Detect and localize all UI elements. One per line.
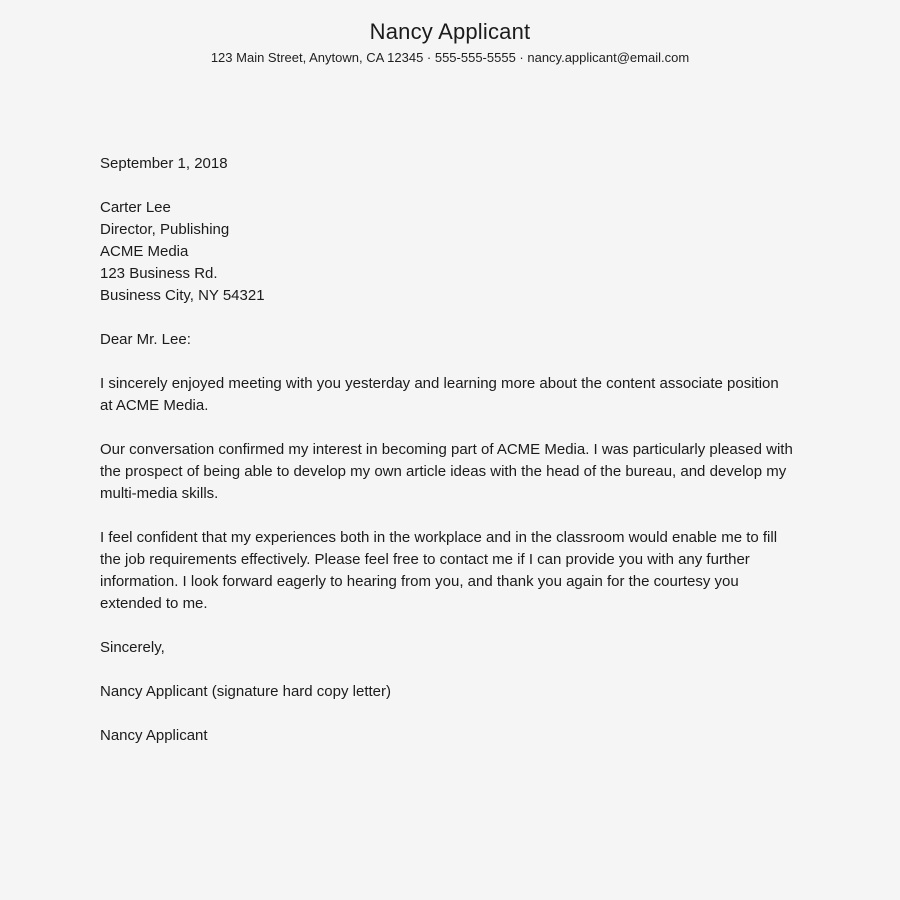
sender-contact-line: 123 Main Street, Anytown, CA 12345 · 555-555-5555 · nancy.applicant@email.com bbox=[210, 50, 690, 65]
salutation: Dear Mr. Lee: bbox=[100, 331, 191, 348]
body-paragraph: Our conversation confirmed my interest in becoming part of ACME Media. I was particularly pleased with the prospect of being able to develop my own article ideas with the head of the bureau, and develop my multi-media skills. bbox=[100, 441, 793, 502]
signature-note: Nancy Applicant (signature hard copy letter) bbox=[100, 683, 391, 700]
recipient-name: Carter Lee bbox=[100, 199, 171, 216]
body-paragraph: I sincerely enjoyed meeting with you yesterday and learning more about the content associate position at ACME Media. bbox=[100, 375, 779, 414]
recipient-address-block bbox=[100, 197, 795, 307]
body-paragraph: I feel confident that my experiences both in the workplace and in the classroom would enable me to fill the job requirements effectively. Please feel free to contact me if I can provide you with any further information. I look forward eagerly to hearing from you, and thank you again for the courtesy you extended to me. bbox=[100, 529, 778, 612]
closing: Sincerely, bbox=[100, 639, 165, 656]
recipient-company: ACME Media bbox=[100, 243, 189, 260]
sender-name: Nancy Applicant bbox=[369, 19, 531, 44]
letterhead bbox=[0, 0, 900, 67]
letter-date: September 1, 2018 bbox=[100, 155, 228, 172]
letter-body bbox=[100, 153, 795, 747]
recipient-title: Director, Publishing bbox=[100, 221, 230, 238]
recipient-city: Business City, NY 54321 bbox=[100, 287, 265, 304]
recipient-street: 123 Business Rd. bbox=[100, 265, 218, 282]
typed-signature-name: Nancy Applicant bbox=[100, 727, 208, 744]
